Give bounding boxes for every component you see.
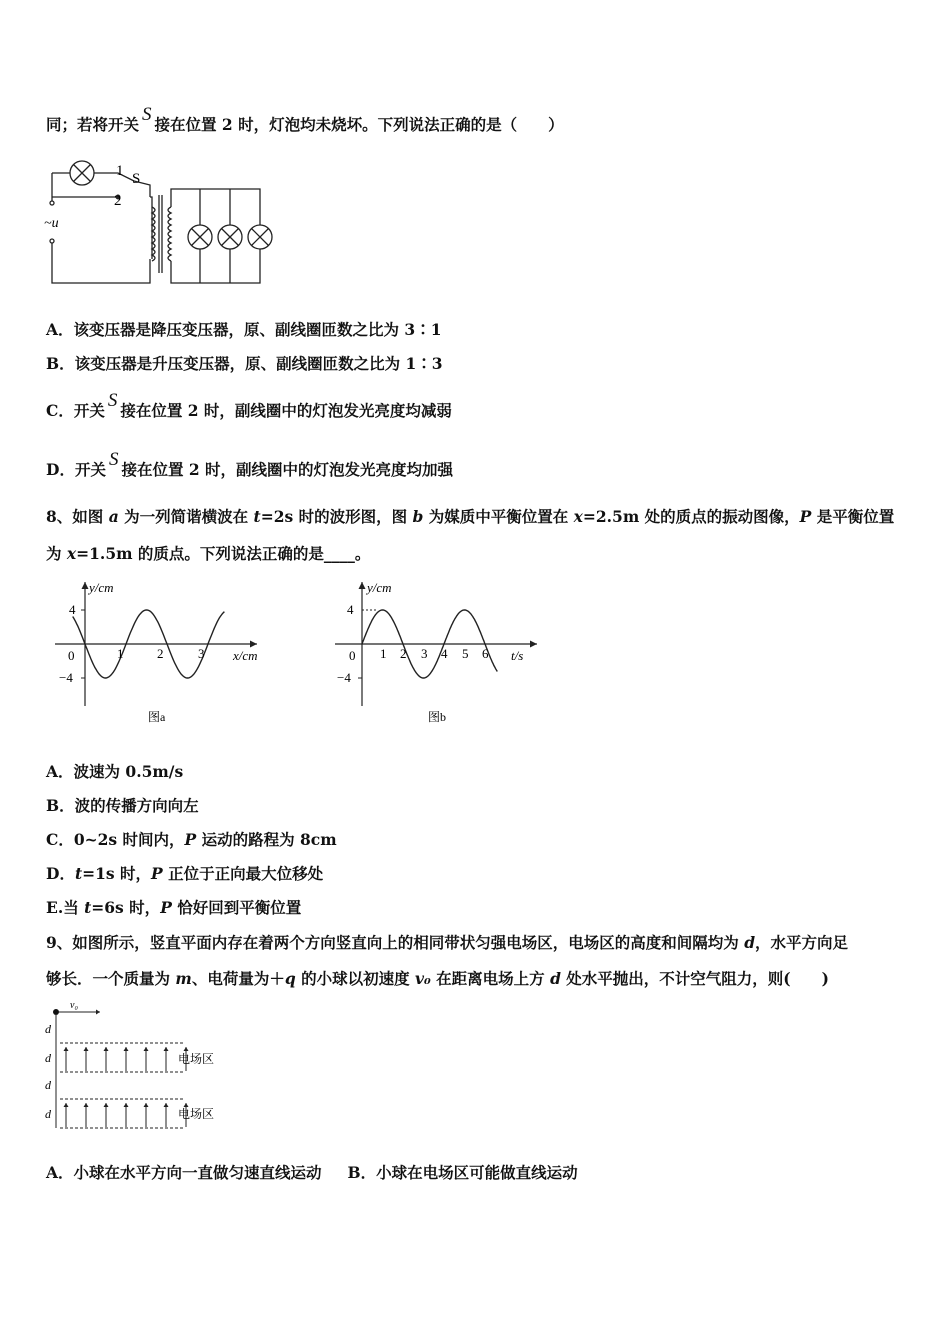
- q7-option-d: [46, 449, 454, 480]
- graph-b-xtick: 4: [441, 646, 448, 661]
- source-voltage-label: ~u: [44, 216, 59, 231]
- electric-field-regions-figure: [40, 1000, 230, 1135]
- graph-a-y-label: y/cm: [89, 580, 114, 595]
- height-d-label: d: [45, 1051, 51, 1065]
- q8-stem-line2: 为 x=1.5m 的质点。下列说法正确的是____。: [46, 544, 371, 563]
- graph-b-xtick: 1: [380, 646, 387, 661]
- height-d-label: d: [45, 1107, 51, 1121]
- q8-option-a: A．波速为 0.5m/s: [46, 762, 184, 781]
- q7-option-c-text-b: 接在位置 2 时，副线圈中的灯泡发光亮度均减弱: [120, 401, 452, 420]
- graph-a-origin: 0: [68, 648, 75, 663]
- q7-option-d-text-a: D．开关: [46, 460, 106, 479]
- q7-intro-text-b: 接在位置 2 时，灯泡均未烧坏。下列说法正确的是（ ）: [154, 115, 564, 134]
- graph-b-x-label: t/s: [511, 648, 524, 663]
- graph-b-caption: 图b: [428, 710, 447, 724]
- q8-option-c: C．0~2s 时间内，P 运动的路程为 8cm: [46, 830, 337, 849]
- graph-a-ytick-pos: 4: [69, 602, 76, 617]
- switch-label: S: [132, 171, 141, 187]
- q7-option-c-text-a: C．开关: [46, 401, 105, 420]
- wave-graph-a: [55, 578, 275, 728]
- switch-position-2-label: 2: [114, 193, 122, 209]
- graph-b-xtick: 2: [400, 646, 407, 661]
- q7-option-c: [46, 390, 452, 421]
- q9-options-row: [46, 1163, 578, 1183]
- graph-b-ytick-pos: 4: [347, 602, 354, 617]
- field-region-1-label: 电场区: [178, 1052, 215, 1066]
- q7-option-b: B．该变压器是升压变压器，原、副线圈匝数之比为 1∶3: [46, 354, 443, 373]
- q8-option-d: D．t=1s 时，P 正位于正向最大位移处: [46, 864, 324, 883]
- field-region-2-label: 电场区: [178, 1107, 215, 1121]
- q9-option-b: B．小球在电场区可能做直线运动: [347, 1163, 578, 1182]
- graph-b-xtick: 6: [482, 646, 489, 661]
- q7-intro-line: [46, 104, 564, 135]
- q8-option-e: E.当 t=6s 时，P 恰好回到平衡位置: [46, 898, 302, 917]
- graph-a-x-label: x/cm: [233, 648, 258, 663]
- graph-b-origin: 0: [349, 648, 356, 663]
- graph-b-xtick: 3: [421, 646, 428, 661]
- graph-b-ytick-neg: −4: [337, 670, 351, 685]
- height-d-label: d: [45, 1022, 51, 1036]
- q7-option-a: A．该变压器是降压变压器，原、副线圈匝数之比为 3∶1: [46, 320, 442, 339]
- graph-b-y-label: y/cm: [367, 580, 392, 595]
- graph-a-xtick: 1: [117, 646, 124, 661]
- switch-position-1-label: 1: [116, 163, 124, 179]
- q7-option-d-text-b: 接在位置 2 时，副线圈中的灯泡发光亮度均加强: [121, 460, 454, 479]
- q9-stem-line2: 够长．一个质量为 m、电荷量为＋q 的小球以初速度 v₀ 在距离电场上方 d 处水平抛出，不计空气阻力，则( ): [46, 969, 829, 988]
- q9-stem-line1: 9、如图所示，竖直平面内存在着两个方向竖直向上的相同带状匀强电场区，电场区的高度和间隔均为 d，水平方向足: [46, 933, 849, 952]
- q8-option-b: B．波的传播方向向左: [46, 796, 199, 815]
- switch-symbol: S: [107, 390, 118, 411]
- q9-option-a: A．小球在水平方向一直做匀速直线运动: [46, 1163, 322, 1182]
- graph-a-caption: 图a: [148, 710, 166, 724]
- initial-velocity-label: v₀: [70, 1000, 78, 1011]
- graph-a-xtick: 2: [157, 646, 164, 661]
- transformer-circuit-figure: [40, 155, 280, 290]
- height-d-label: d: [45, 1078, 51, 1092]
- q7-intro-text-a: 同；若将开关: [46, 115, 140, 134]
- switch-symbol: S: [142, 104, 152, 125]
- q8-stem-line1: 8、如图 a 为一列简谐横波在 t=2s 时的波形图，图 b 为媒质中平衡位置在 x=2.5m 处的质点的振动图像，P 是平衡位置: [46, 507, 895, 526]
- graph-a-xtick: 3: [198, 646, 205, 661]
- switch-symbol: S: [108, 449, 119, 470]
- vibration-graph-b: [335, 578, 545, 728]
- graph-a-ytick-neg: −4: [59, 670, 73, 685]
- graph-b-xtick: 5: [462, 646, 469, 661]
